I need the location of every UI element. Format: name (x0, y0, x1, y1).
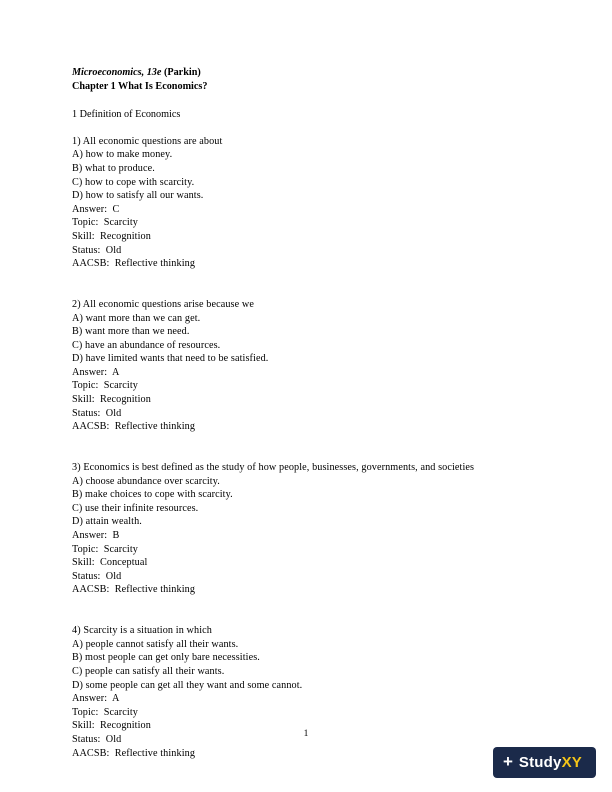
question-choice: C) have an abundance of resources. (72, 339, 221, 351)
question-block (72, 298, 540, 434)
status-line: Status: Old (72, 570, 122, 582)
status-line: Status: Old (72, 244, 122, 256)
topic-line: Topic: Scarcity (72, 380, 138, 392)
skill-line: Skill: Recognition (72, 394, 151, 406)
question-choice: D) how to satisfy all our wants. (72, 190, 204, 202)
question-choice: B) make choices to cope with scarcity. (72, 489, 233, 501)
page-number: 1 (303, 729, 309, 739)
chapter-title: Chapter 1 What Is Economics? (72, 81, 208, 92)
document-body (72, 66, 540, 760)
brand-main: Study (518, 754, 562, 771)
book-title: Microeconomics, 13e (72, 67, 162, 78)
spacer (72, 94, 540, 108)
topic-line: Topic: Scarcity (72, 543, 138, 555)
answer-line: Answer: A (72, 366, 120, 378)
spacer (72, 611, 540, 625)
spacer (72, 447, 540, 461)
question-choice: A) want more than we can get. (72, 312, 201, 324)
section-title: 1 Definition of Economics (72, 108, 181, 120)
question-stem: 1) All economic questions are about (72, 135, 223, 147)
question-stem: 4) Scarcity is a situation in which (72, 625, 212, 637)
question-block (72, 461, 540, 597)
question-choice: A) choose abundance over scarcity. (72, 475, 220, 487)
question-choice: D) have limited wants that need to be satisfied. (72, 353, 269, 365)
skill-line: Skill: Recognition (72, 720, 151, 732)
skill-line: Skill: Conceptual (72, 557, 148, 569)
plus-icon: + (502, 752, 513, 771)
question-choice: A) people cannot satisfy all their wants. (72, 638, 239, 650)
question-choice: D) attain wealth. (72, 516, 142, 528)
spacer (72, 284, 540, 298)
studyxy-watermark (493, 747, 596, 778)
aacsb-line: AACSB: Reflective thinking (72, 747, 196, 759)
book-author: (Parkin) (161, 67, 201, 78)
aacsb-line: AACSB: Reflective thinking (72, 258, 196, 270)
question-stem: 3) Economics is best defined as the study of how people, businesses, governments, and societies (72, 462, 475, 474)
question-choice: D) some people can get all they want and some cannot. (72, 679, 303, 691)
topic-line: Topic: Scarcity (72, 706, 138, 718)
answer-line: Answer: B (72, 530, 120, 541)
question-stem: 2) All economic questions arise because we (72, 298, 254, 310)
brand-accent: XY (561, 754, 582, 771)
question-choice: C) people can satisfy all their wants. (72, 665, 225, 677)
question-choice: B) want more than we need. (72, 326, 190, 338)
aacsb-line: AACSB: Reflective thinking (72, 584, 196, 596)
book-title-line (72, 66, 540, 80)
status-line: Status: Old (72, 407, 122, 419)
spacer (72, 434, 540, 448)
topic-line: Topic: Scarcity (72, 217, 138, 229)
answer-line: Answer: A (72, 693, 120, 705)
question-choice: C) use their infinite resources. (72, 502, 199, 514)
aacsb-line: AACSB: Reflective thinking (72, 421, 196, 433)
question-choice: B) most people can get only bare necessities. (72, 652, 260, 664)
question-choice: C) how to cope with scarcity. (72, 176, 195, 188)
brand-label (519, 754, 582, 771)
skill-line: Skill: Recognition (72, 230, 151, 242)
question-choice: B) what to produce. (72, 162, 155, 174)
question-block (72, 135, 540, 271)
spacer (72, 271, 540, 285)
spacer (72, 597, 540, 611)
answer-line: Answer: C (72, 203, 120, 215)
question-choice: A) how to make money. (72, 149, 173, 161)
status-line: Status: Old (72, 733, 122, 745)
spacer (72, 121, 540, 135)
